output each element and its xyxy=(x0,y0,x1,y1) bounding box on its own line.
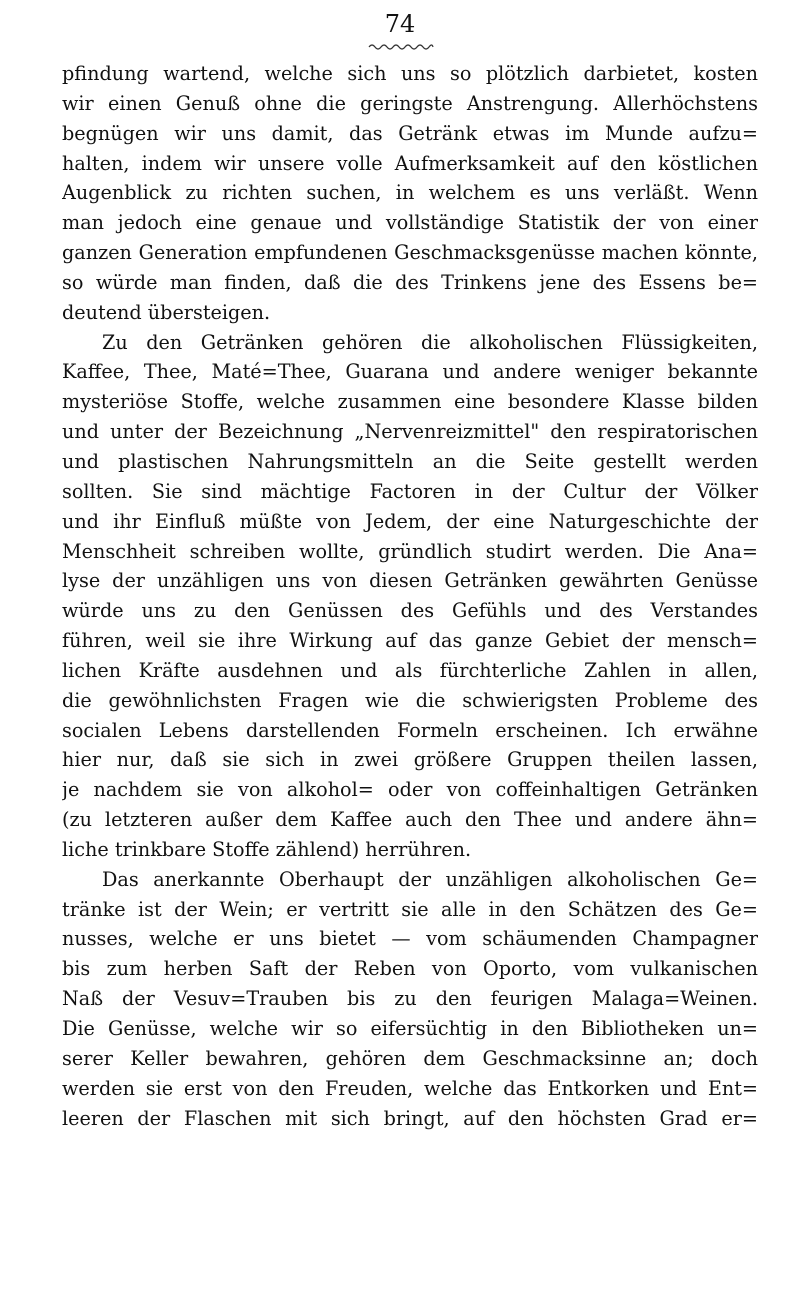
text-line: und plastischen Nahrungsmitteln an die Seite gestellt werden xyxy=(62,449,758,473)
text-line: bis zum herben Saft der Reben von Oporto, vom vulkanischen xyxy=(62,957,758,981)
text-line: socialen Lebens darstellenden Formeln erscheinen. Ich erwähne xyxy=(62,718,758,742)
text-line: lichen Kräfte ausdehnen und als fürchterliche Zahlen in allen, xyxy=(62,658,758,682)
text-line: so würde man finden, daß die des Trinkens jene des Essens be= xyxy=(62,270,758,294)
text-line: nusses, welche er uns bietet — vom schäumenden Champagner xyxy=(62,927,758,951)
text-line: serer Keller bewahren, gehören dem Geschmacksinne an; doch xyxy=(62,1046,758,1070)
text-line: Die Genüsse, welche wir so eifersüchtig in den Bibliotheken un= xyxy=(62,1017,758,1040)
text-line: Augenblick zu richten suchen, in welchem es uns verläßt. Wenn xyxy=(62,181,758,205)
text-line: hier nur, daß sie sich in zwei größere Gruppen theilen lassen, xyxy=(62,748,758,772)
text-line: würde uns zu den Genüssen des Gefühls und des Verstandes xyxy=(62,599,758,623)
text-line: deutend übersteigen. xyxy=(62,300,271,324)
text-line: Kaffee, Thee, Maté=Thee, Guarana und andere weniger bekannte xyxy=(62,360,758,384)
text-line: je nachdem sie von alkohol= oder von coffeinhaltigen Getränken xyxy=(62,778,758,802)
text-line: lyse der unzähligen uns von diesen Getränken gewährten Genüsse xyxy=(62,569,758,593)
body-text xyxy=(62,59,758,1133)
text-line: führen, weil sie ihre Wirkung auf das ganze Gebiet der mensch= xyxy=(62,629,758,653)
text-line: Menschheit schreiben wollte, gründlich studirt werden. Die Ana= xyxy=(62,539,758,563)
text-line: mysteriöse Stoffe, welche zusammen eine besondere Klasse bilden xyxy=(62,390,758,414)
text-line: Naß der Vesuv=Trauben bis zu den feurigen Malaga=Weinen. xyxy=(62,987,758,1011)
text-line: halten, indem wir unsere volle Aufmerksamkeit auf den köstlichen xyxy=(62,151,758,175)
decorative-wavy-rule xyxy=(368,42,434,52)
text-line: ganzen Generation empfundenen Geschmacksgenüsse machen könnte, xyxy=(62,241,758,265)
text-line: werden sie erst von den Freuden, welche das Entkorken und Ent= xyxy=(62,1076,758,1100)
page-number: 74 xyxy=(384,10,416,38)
text-line: Das anerkannte Oberhaupt der unzähligen alkoholischen Ge= xyxy=(102,867,758,891)
text-line: tränke ist der Wein; er vertritt sie alle in den Schätzen des Ge= xyxy=(62,897,758,921)
text-line: leeren der Flaschen mit sich bringt, auf den höchsten Grad er= xyxy=(62,1106,758,1130)
text-line: sollten. Sie sind mächtige Factoren in der Cultur der Völker xyxy=(62,479,758,503)
text-line: Zu den Getränken gehören die alkoholischen Flüssigkeiten, xyxy=(102,330,758,354)
text-line: liche trinkbare Stoffe zählend) herrühren. xyxy=(62,837,472,861)
text-line: und unter der Bezeichnung „Nervenreizmittel" den respiratorischen xyxy=(62,420,758,444)
text-line: die gewöhnlichsten Fragen wie die schwierigsten Probleme des xyxy=(62,688,758,712)
text-line: wir einen Genuß ohne die geringste Anstrengung. Allerhöchstens xyxy=(62,91,758,115)
text-line: pfindung wartend, welche sich uns so plötzlich darbietet, kosten xyxy=(62,62,758,85)
text-line: (zu letzteren außer dem Kaffee auch den Thee und andere ähn= xyxy=(62,808,758,832)
text-line: und ihr Einfluß müßte von Jedem, der eine Naturgeschichte der xyxy=(62,509,758,533)
text-line: begnügen wir uns damit, das Getränk etwas im Munde aufzu= xyxy=(62,121,758,145)
text-line: man jedoch eine genaue und vollständige Statistik der von einer xyxy=(62,211,758,235)
